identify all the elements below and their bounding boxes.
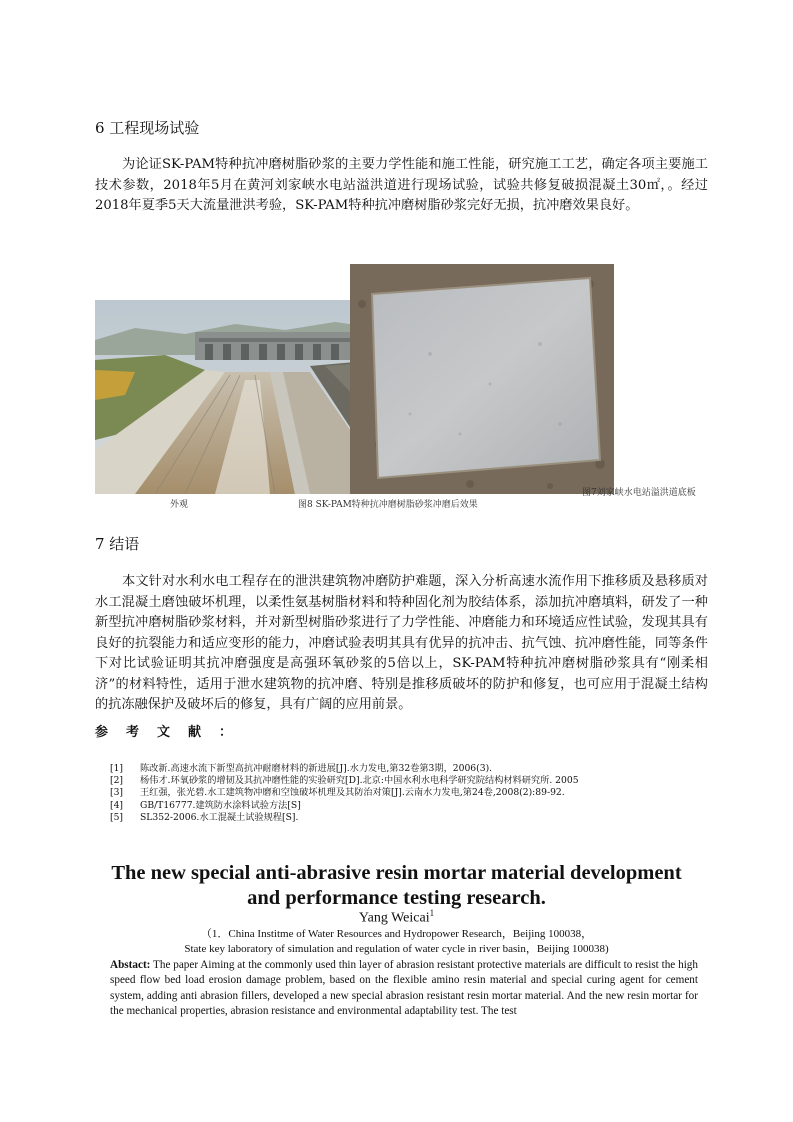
spillway-photo-graphic xyxy=(95,300,378,494)
section-6-heading: 6 工程现场试验 xyxy=(95,119,200,137)
concrete-slab-graphic xyxy=(350,264,614,494)
author-superscript: 1 xyxy=(429,908,435,918)
reference-item xyxy=(110,787,710,799)
spillway-photo xyxy=(95,300,378,494)
reference-item xyxy=(110,763,710,775)
reference-item xyxy=(110,812,710,824)
english-title-line-2: and performance testing research. xyxy=(247,887,546,909)
affiliation-line-1: （1．China Institme of Water Resources and Hydropower Research，Beijing 100038， xyxy=(200,928,593,940)
reference-number: [1] xyxy=(110,763,124,774)
abstract-label: Abstact: xyxy=(110,959,151,971)
english-abstract xyxy=(110,958,698,1020)
reference-text: SL352-2006.水工混凝土试验规程[S]. xyxy=(140,811,299,823)
english-title xyxy=(60,861,733,911)
concrete-slab-photo xyxy=(350,264,614,494)
reference-text: 杨伟才.环氧砂浆的增韧及其抗冲磨性能的实验研究[D].北京:中国水利水电科学研究院结构材料研究所. 2005 xyxy=(140,775,579,787)
reference-number: [3] xyxy=(110,787,124,799)
reference-text: 王红强，张光碧.水工建筑物冲磨和空蚀破坏机理及其防治对策[J].云南水力发电,第24卷,2008(2):89-92. xyxy=(140,787,565,799)
section-6-paragraph: 为论证SK-PAM特种抗冲磨树脂砂浆的主要力学性能和施工性能，研究施工工艺，确定各项主要施工技术参数，2018年5月在黄河刘家峡水电站溢洪道进行现场试验，试验共修复破损混凝土30㎡，。经过2018年夏季5天大流量泄洪考验，SK-PAM特种抗冲磨树脂砂浆完好无损，抗冲磨效果良好。 xyxy=(95,157,708,213)
reference-number: [4] xyxy=(110,799,124,811)
affiliation-line-2: State key laboratory of simulation and regulation of water cycle in river basin，Beijing 100038) xyxy=(184,943,609,955)
english-affiliation xyxy=(60,927,733,957)
reference-text: GB/T16777.建筑防水涂料试验方法[S] xyxy=(140,799,301,811)
section-7-paragraph: 本文针对水利水电工程存在的泄洪建筑物冲磨防护难题，深入分析高速水流作用下推移质及悬移质对水工混凝土磨蚀破坏机理，以柔性氨基树脂材料和特种固化剂为胶结体系，添加抗冲磨填料，研发了一种新型抗冲磨树脂砂浆材料，并对新型树脂砂浆进行了力学性能、冲磨能力和环境适应性试验，发现其具有良好的抗裂能力和适应变形的能力，冲磨试验表明其具有优异的抗冲击、抗气蚀、抗冲磨性能，同等条件下对比试验证明其抗冲磨强度是高强环氧砂浆的5倍以上，SK-PAM特种抗冲磨树脂砂浆具有“刚柔相济”的材料特性，适用于泄水建筑物的抗冲磨、特别是推移质破坏的防护和修复，也可应用于混凝土结构的抗冻融保护及破坏后的修复，具有广阔的应用前景。 xyxy=(95,574,708,712)
english-title-line-1: The new special anti-abrasive resin mortar material development xyxy=(111,862,682,884)
reference-number: [5] xyxy=(110,811,124,823)
abstract-text: The paper Aiming at the commonly used thin layer of abrasion resistant protective materials are difficult to resist the high speed flow bed load erosion damage problem, based on the flexible amino resin material and special curing agent for cement system, adding anti abrasion fillers, developed a new special abrasion resistant resin mortar material. And the new resin mortar for the mechanical properties, abrasion resistance and environmental adaptability test. The test xyxy=(110,959,698,1018)
english-author xyxy=(60,908,733,927)
reference-item xyxy=(110,775,710,787)
author-name: Yang Weicai xyxy=(358,910,430,926)
references-title: 参考文献： xyxy=(95,725,251,740)
caption-figure-8: 图8 SK-PAM特种抗冲磨树脂砂浆冲磨后效果 xyxy=(298,500,478,510)
reference-text: 陈改新.高速水流下新型高抗冲耐磨材料的新进展[J].水力发电,第32卷第3期，2006(3). xyxy=(140,763,493,774)
section-7-heading: 7 结语 xyxy=(95,535,140,553)
reference-item xyxy=(110,800,710,812)
reference-number: [2] xyxy=(110,775,124,787)
caption-figure-7: 图7刘家峡水电站溢洪道底板 xyxy=(582,488,696,498)
references-list xyxy=(110,763,710,824)
caption-waiguan: 外观 xyxy=(170,500,189,510)
